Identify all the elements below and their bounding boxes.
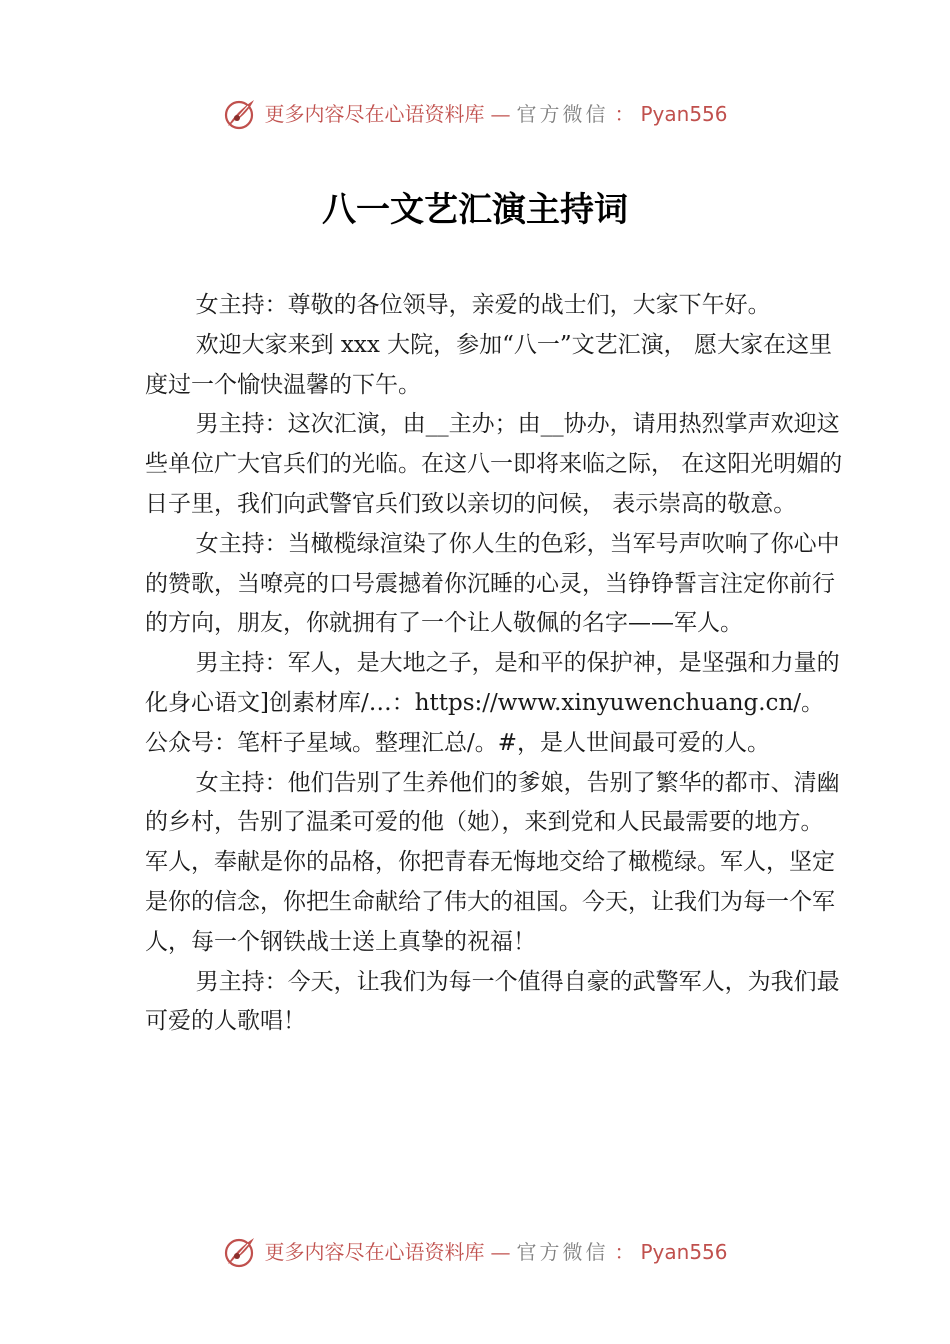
header-banner — [0, 96, 950, 132]
banner-dash: — — [490, 102, 511, 126]
quill-pen-logo-icon — [222, 1234, 258, 1270]
paragraph: 男主持：今天，让我们为每一个值得自豪的武警军人，为我们最可爱的人歌唱！ — [145, 968, 840, 1035]
paragraph: 女主持：尊敬的各位领导，亲爱的战士们，大家下午好。 — [195, 292, 771, 318]
quill-pen-logo-icon — [222, 96, 258, 132]
banner-official-label: 官方微信 — [516, 1240, 609, 1264]
banner-wechat-id: Pyan556 — [640, 102, 728, 126]
banner-colon: ： — [614, 102, 635, 126]
banner-dash: — — [490, 1240, 511, 1264]
banner-colon: ： — [614, 1240, 635, 1264]
footer-banner — [0, 1234, 950, 1270]
document-title: 八一文艺汇演主持词 — [322, 190, 628, 230]
banner-wechat-id: Pyan556 — [640, 1240, 728, 1264]
paragraph: 欢迎大家来到 xxx 大院，参加“八一”文艺汇演， 愿大家在这里度过一个愉快温馨的下午。 — [145, 331, 832, 398]
paragraph: 男主持：军人，是大地之子，是和平的保护神，是坚强和力量的化身心语文]创素材库/…：https://www.xinyuwenchuang.cn/。公众号：笔杆子星域。整理汇总/。#，是人世间最可爱的人。 — [145, 650, 840, 756]
paragraph: 女主持：他们告别了生养他们的爹娘，告别了繁华的都市、清幽的乡村，告别了温柔可爱的他（她），来到党和人民最需要的地方。军人，奉献是你的品格，你把青春无悔地交给了橄榄绿。军人，坚定是你的信念，你把生命献给了伟大的祖国。今天，让我们为每一个军人，每一个钢铁战士送上真挚的祝福！ — [145, 769, 840, 955]
paragraph: 男主持：这次汇演，由__主办；由__协办，请用热烈掌声欢迎这些单位广大官兵们的光临。在这八一即将来临之际， 在这阳光明媚的日子里，我们向武警官兵们致以亲切的问候， 表示崇高的敬意。 — [145, 411, 843, 517]
banner-text: 更多内容尽在心语资料库 — [264, 1240, 485, 1264]
document-body — [145, 286, 845, 1042]
paragraph: 女主持：当橄榄绿渲染了你人生的色彩，当军号声吹响了你心中的赞歌，当嘹亮的口号震撼着你沉睡的心灵，当铮铮誓言注定你前行的方向，朋友，你就拥有了一个让人敬佩的名字——军人。 — [145, 530, 840, 637]
banner-official-label: 官方微信 — [516, 102, 609, 126]
banner-text: 更多内容尽在心语资料库 — [264, 102, 485, 126]
